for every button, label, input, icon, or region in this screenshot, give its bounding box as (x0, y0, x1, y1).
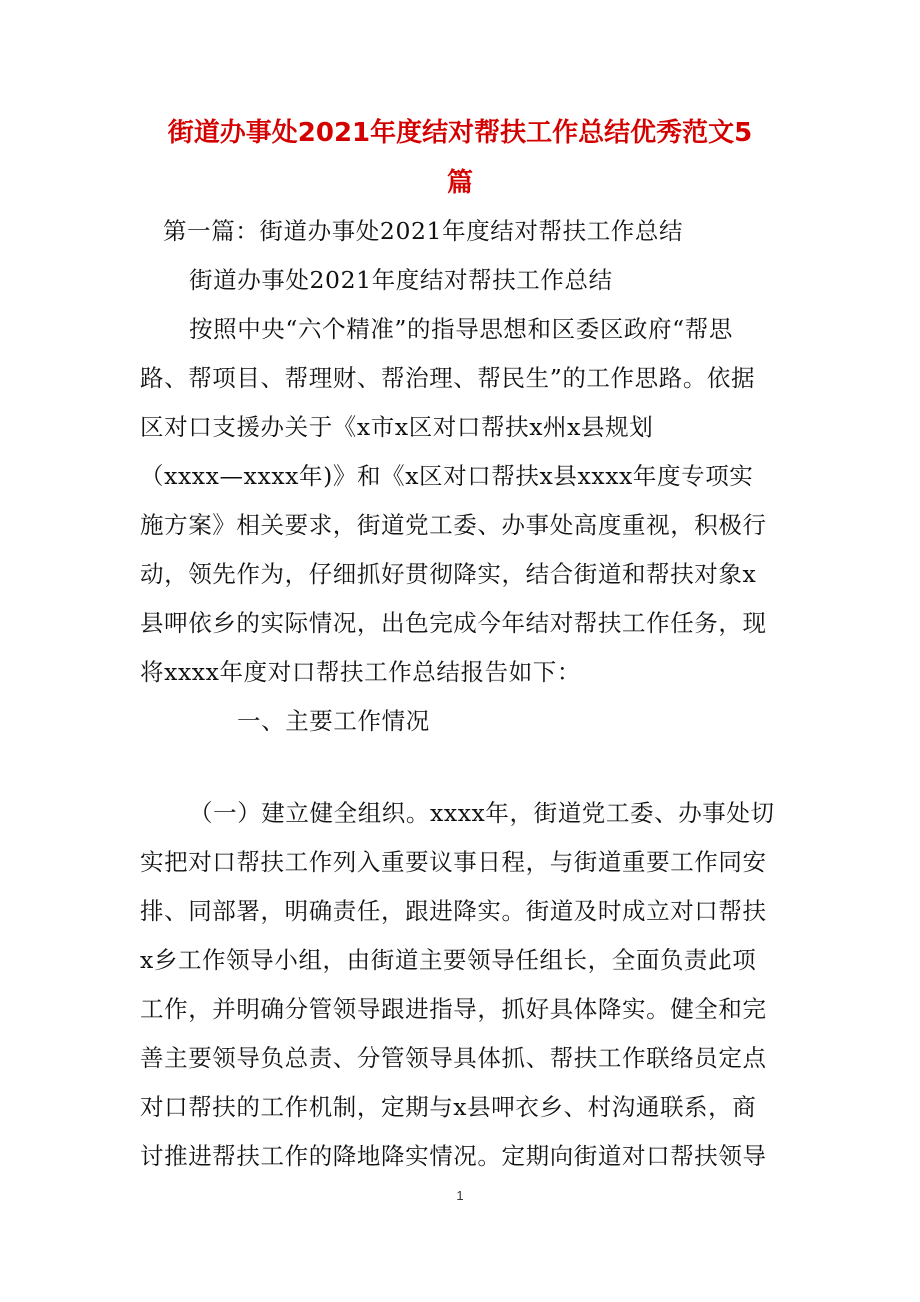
document-title-line-1: 街道办事处2021年度结对帮扶工作总结优秀范文5 (167, 118, 753, 148)
body-line: 将xxxx年度对口帮扶工作总结报告如下： (140, 658, 582, 686)
body-line: （一）建立健全组织。xxxx年，街道党工委、办事处切 (189, 799, 775, 827)
body-line: 施方案》相关要求，街道党工委、办事处高度重视，积极行 (140, 511, 767, 539)
body-line: 县呷依乡的实际情况，出色完成今年结对帮扶工作任务，现 (140, 609, 767, 637)
document-title-line-2: 篇 (446, 168, 473, 198)
body-line: （xxxx—xxxx年)》和《x区对口帮扶x县xxxx年度专项实 (140, 462, 754, 490)
body-line: 讨推进帮扶工作的降地降实情况。定期向街道对口帮扶领导 (140, 1142, 767, 1170)
body-line: 排、同部署，明确责任，跟进降实。街道及时成立对口帮扶 (140, 897, 767, 925)
body-line: 动，领先作为，仔细抓好贯彻降实，结合街道和帮扶对象x (140, 560, 757, 588)
body-line: 按照中央“六个精准”的指导思想和区委区政府“帮思 (189, 315, 733, 343)
section-heading-first: 第一篇：街道办事处2021年度结对帮扶工作总结 (163, 217, 684, 245)
body-line: 实把对口帮扶工作列入重要议事日程，与街道重要工作同安 (140, 848, 767, 876)
subtitle-line: 街道办事处2021年度结对帮扶工作总结 (189, 266, 613, 294)
body-line: 路、帮项目、帮理财、帮治理、帮民生”的工作思路。依据 (140, 364, 756, 392)
body-line: x乡工作领导小组，由街道主要领导任组长，全面负责此项 (140, 946, 757, 974)
body-line: 对口帮扶的工作机制，定期与x县呷衣乡、村沟通联系，商 (140, 1093, 757, 1121)
body-line: 区对口支援办关于《x市x区对口帮扶x州x县规划 (140, 413, 654, 441)
section-heading-main-work: 一、主要工作情况 (237, 707, 430, 735)
body-line: 善主要领导负总责、分管领导具体抓、帮扶工作联络员定点 (140, 1044, 767, 1072)
page-number: 1 (456, 1188, 464, 1203)
body-line: 工作，并明确分管领导跟进指导，抓好具体降实。健全和完 (140, 995, 767, 1023)
